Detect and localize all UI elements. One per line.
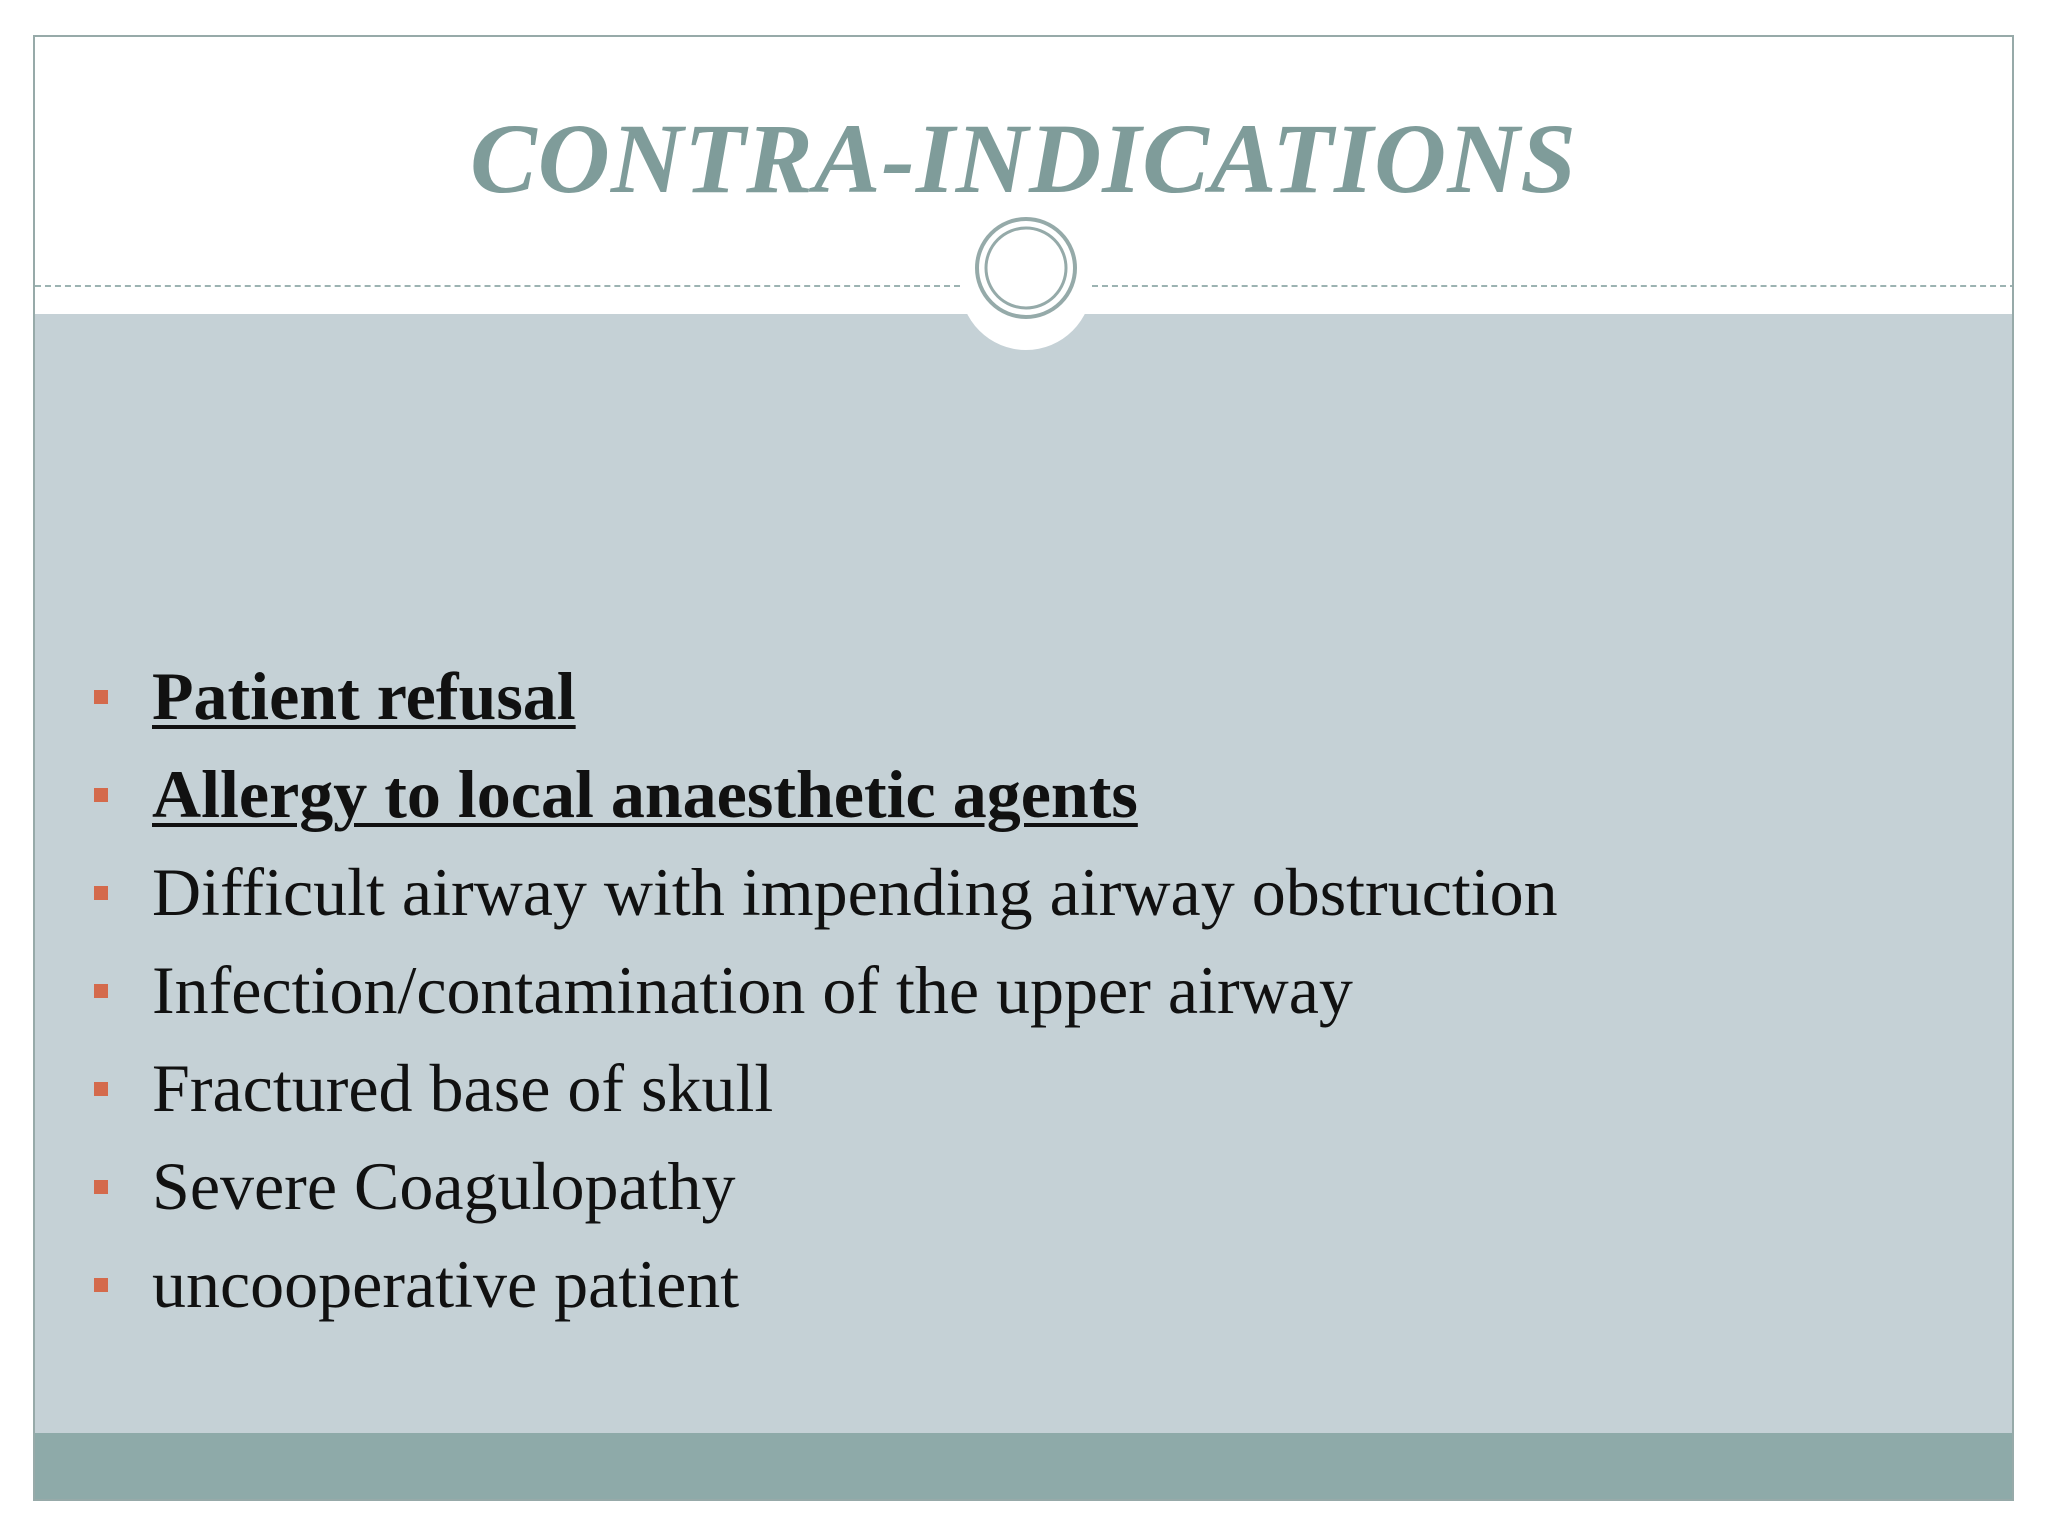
slide-title: CONTRA-INDICATIONS <box>469 103 1578 214</box>
bullet-item <box>35 1242 2012 1340</box>
content-area <box>35 314 2012 1433</box>
square-bullet-icon <box>94 1082 108 1096</box>
title-divider-left <box>35 285 960 287</box>
square-bullet-icon <box>94 1278 108 1292</box>
footer-band <box>35 1433 2012 1501</box>
title-divider-right <box>1092 285 2014 287</box>
slide-frame <box>33 35 2014 1501</box>
bullet-text: Fractured base of skull <box>152 1050 774 1126</box>
square-bullet-icon <box>94 984 108 998</box>
bullet-item <box>35 850 2012 948</box>
square-bullet-icon <box>94 788 108 802</box>
bullet-item <box>35 752 2012 850</box>
bullet-item <box>35 948 2012 1046</box>
bullet-text: Severe Coagulopathy <box>152 1148 736 1224</box>
square-bullet-icon <box>94 1180 108 1194</box>
bullet-list <box>35 654 2012 1340</box>
bullet-text: uncooperative patient <box>152 1246 740 1322</box>
bullet-text: Infection/contamination of the upper airway <box>152 952 1353 1028</box>
bullet-item <box>35 1046 2012 1144</box>
bullet-item <box>35 654 2012 752</box>
double-ring-icon <box>959 217 1093 351</box>
square-bullet-icon <box>94 886 108 900</box>
square-bullet-icon <box>94 690 108 704</box>
bullet-text: Patient refusal <box>152 658 576 734</box>
bullet-item <box>35 1144 2012 1242</box>
bullet-text: Allergy to local anaesthetic agents <box>152 756 1138 832</box>
bullet-text: Difficult airway with impending airway obstruction <box>152 854 1558 930</box>
